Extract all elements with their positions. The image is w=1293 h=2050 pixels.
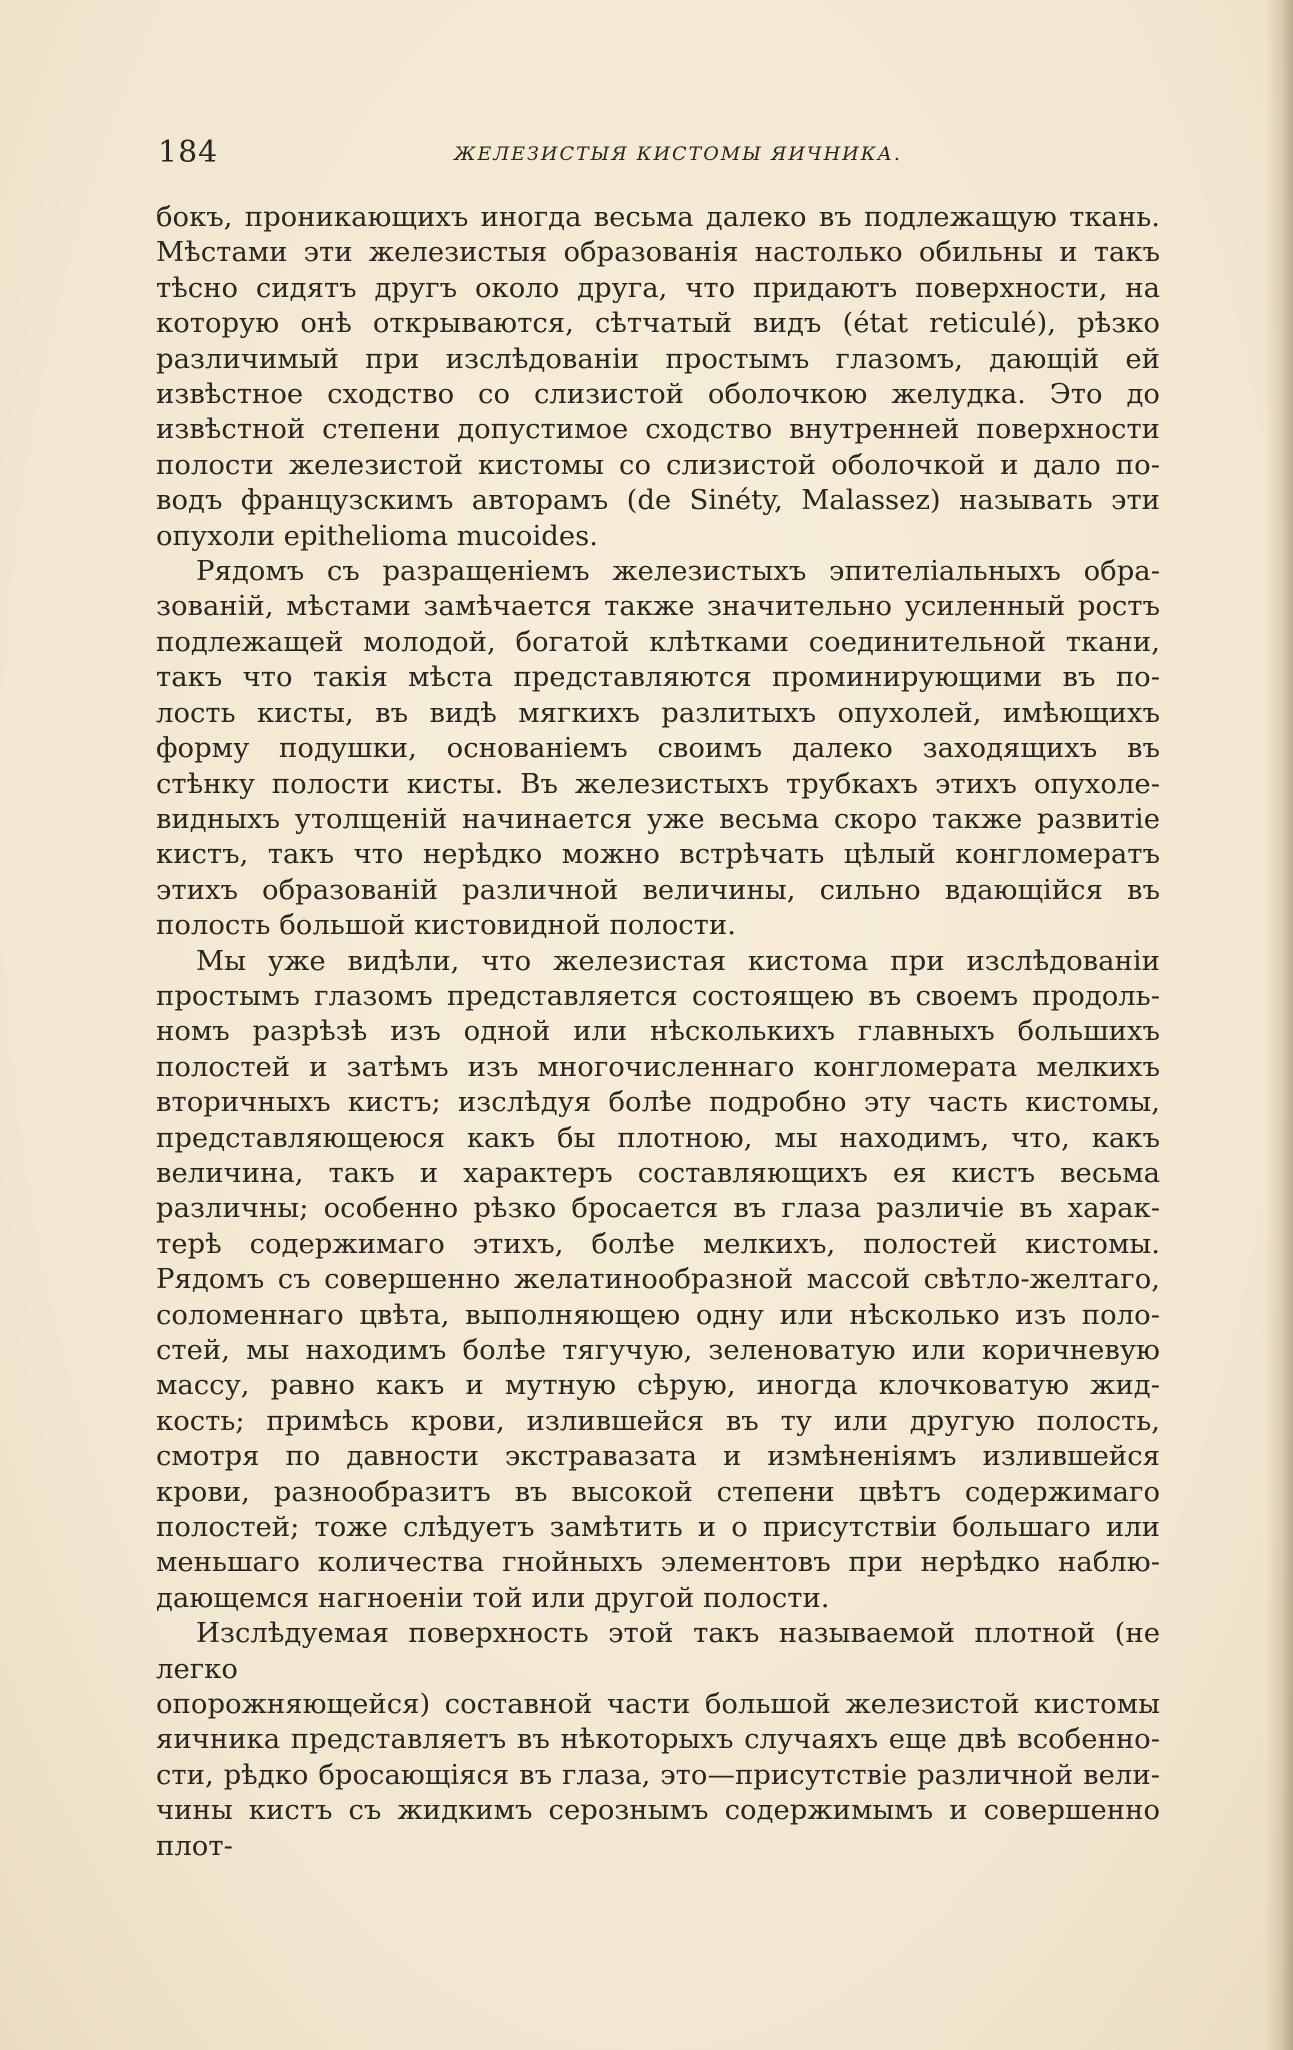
running-title: ЖЕЛЕЗИСТЫЯ КИСТОМЫ ЯИЧНИКА. [454,143,902,165]
text-line: форму подушки, основаніемъ своимъ далеко заходящихъ въ [156,732,1160,765]
text-line: такъ что такія мѣста представляются проминирующими въ по- [156,661,1160,694]
text-line: номъ разрѣзѣ изъ одной или нѣсколькихъ главныхъ большихъ [156,1015,1160,1048]
text-line-content: Рядомъ съ разращеніемъ железистыхъ эпителіальныхъ обра- [196,555,1160,588]
text-line: крови, разнообразитъ въ высокой степени цвѣтъ содержимаго [156,1475,1160,1508]
text-line: полости железистой кистомы со слизистой оболочкой и дало по- [156,448,1160,481]
text-line: представляющеюся какъ бы плотною, мы находимъ, что, какъ [156,1121,1160,1154]
text-line: смотря по давности экстравазата и измѣненіямъ излившейся [156,1440,1160,1473]
text-line: различимый при изслѣдованіи простымъ глазомъ, дающій ей [156,342,1160,375]
text-line: соломеннаго цвѣта, выполняющею одну или нѣсколько изъ поло- [156,1298,1160,1331]
text-line: яичника представляетъ въ нѣкоторыхъ случаяхъ еще двѣ всобенно- [156,1723,1160,1756]
text-line: извѣстной степени допустимое сходство внутренней поверхности [156,413,1160,446]
text-line-content: Мы уже видѣли, что железистая кистома при изслѣдованіи [196,944,1160,977]
text-line: видныхъ утолщеній начинается уже весьма скоро также развитіе [156,802,1160,835]
text-line-indented [156,1616,1160,1687]
page-header [158,135,1158,171]
text-line: опухоли epithelioma mucoides. [156,519,599,552]
text-line: полость большой кистовидной полости. [156,909,736,942]
text-line: меньшаго количества гнойныхъ элементовъ при нерѣдко наблю- [156,1546,1160,1579]
text-line: терѣ содержимаго этихъ, болѣе мелкихъ, полостей кистомы. [156,1227,1160,1260]
text-line: кистъ, такъ что нерѣдко можно встрѣчать цѣлый конгломератъ [156,838,1160,871]
text-line: Рядомъ съ совершенно желатинообразной массой свѣтло-желтаго, [156,1263,1160,1296]
text-line: Мѣстами эти железистыя образованія настолько обильны и такъ [156,236,1160,269]
text-line: простымъ глазомъ представляется состоящею въ своемъ продоль- [156,979,1160,1012]
text-line-indented [156,554,1160,589]
text-line: лость кисты, въ видѣ мягкихъ разлитыхъ опухолей, имѣющихъ [156,696,1160,729]
text-line: извѣстное сходство со слизистой оболочкою желудка. Это до [156,378,1160,411]
text-line: подлежащей молодой, богатой клѣтками соединительной ткани, [156,625,1160,658]
text-line: полостей и затѣмъ изъ многочисленнаго конгломерата мелкихъ [156,1050,1160,1083]
text-line: дающемся нагноеніи той или другой полости. [156,1581,830,1614]
text-line: бокъ, проникающихъ иногда весьма далеко въ подлежащую ткань. [156,201,1160,233]
text-line: чины кистъ съ жидкимъ серознымъ содержимымъ и совершенно плот- [156,1794,1160,1862]
text-line: тѣсно сидятъ другъ около друга, что придаютъ поверхности, на [156,271,1160,304]
text-line: этихъ образованій различной величины, сильно вдающійся въ [156,873,1160,906]
text-line: водъ французскимъ авторамъ (de Sinéty, Malassez) называть эти [156,484,1160,517]
text-line: кость; примѣсь крови, излившейся въ ту или другую полость, [156,1404,1160,1437]
text-line: различны; особенно рѣзко бросается въ глаза различіе въ харак- [156,1192,1160,1225]
text-line: стѣнку полости кисты. Въ железистыхъ трубкахъ этихъ опухоле- [156,767,1160,800]
text-line: опорожняющейся) составной части большой железистой кистомы [156,1688,1160,1721]
text-line: стей, мы находимъ болѣе тягучую, зеленоватую или коричневую [156,1334,1160,1366]
text-line: которую онѣ открываются, сѣтчатый видъ (état reticulé), рѣзко [156,307,1160,340]
text-line-indented [156,944,1160,979]
text-line: массу, равно какъ и мутную сѣрую, иногда клочковатую жид- [156,1369,1160,1402]
text-line: величина, такъ и характеръ составляющихъ ея кистъ весьма [156,1156,1160,1189]
text-line: зованій, мѣстами замѣчается также значительно усиленный ростъ [156,590,1160,623]
text-line: вторичныхъ кистъ; изслѣдуя болѣе подробно эту часть кистомы, [156,1086,1160,1119]
page-number: 184 [158,135,219,170]
text-line: полостей; тоже слѣдуетъ замѣтить и о присутствіи большаго или [156,1511,1160,1544]
text-line: сти, рѣдко бросающіяся въ глаза, это—присутствіе различной вели- [156,1758,1160,1791]
page-edge-shadow [1265,0,1293,2050]
text-line-content: Изслѣдуемая поверхность этой такъ называемой плотной (не легко [156,1617,1160,1685]
body-text [156,200,1160,1864]
